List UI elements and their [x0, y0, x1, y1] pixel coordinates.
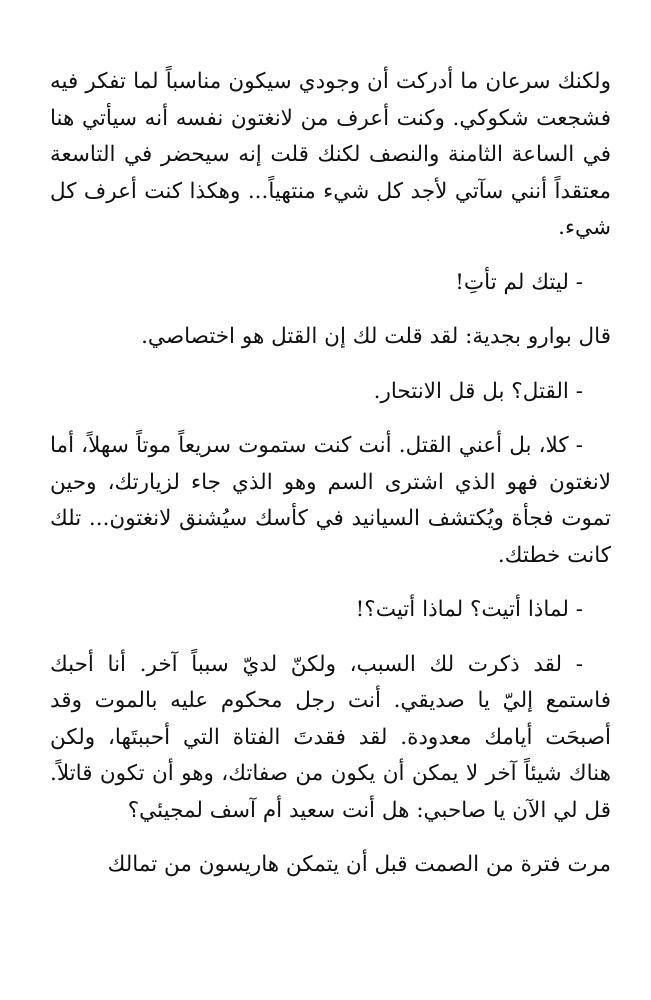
paragraph-narration-3: مرت فترة من الصمت قبل أن يتمكن هاريسون من تمالك — [107, 852, 611, 877]
paragraph-narration-2: قال بوارو بجدية: لقد قلت لك إن القتل هو اختصاصي. — [141, 324, 611, 349]
dialogue-line-2: - القتل؟ بل قل الانتحار. — [373, 378, 583, 404]
dialogue-line-1: - ليتك لم تأتِ! — [455, 269, 583, 295]
dialogue-line-4: - لماذا أتيت؟ لماذا أتيت؟! — [355, 597, 583, 622]
paragraph-narration-1: ولكنك سرعان ما أدركت أن وجودي سيكون مناسباً لما تفكر فيه فشجعت شكوكي. وكنت أعرف من لانغتون نفسه أنه سيأتي هنا في الساعة الثامنة والنصف لكنك قلت إنه سيحضر في التاسعة معتقداً أنني سآتي لأجد كل شيء منتهياً... وهكذا كنت أعرف كل شيء. — [50, 69, 611, 240]
dialogue-line-3: - كلا، بل أعني القتل. أنت كنت ستموت سريعاً موتاً سهلاً، أما لانغتون فهو الذي اشترى السم وهو الذي جاء لزيارتك، وحين تموت فجأة ويُكتشف السيانيد في كأسك سيُشنق لانغتون... تلك كانت خطتك. — [50, 433, 611, 568]
book-page — [50, 64, 611, 902]
dialogue-line-5: - لقد ذكرت لك السبب، ولكنّ لديّ سبباً آخر. أنا أحبك فاستمع إليّ يا صديقي. أنت رجل محكوم عليه بالموت وقد أصبحَت أيامك معدودة. لقد فقدتَ الفتاة التي أحببتَها، ولكن هناك شيئاً آخر لا يمكن أن يكون من صفاتك، وهو أن تكون قاتلاً. قل لي الآن يا صاحبي: هل أنت سعيد أم آسف لمجيئي؟ — [50, 651, 611, 823]
